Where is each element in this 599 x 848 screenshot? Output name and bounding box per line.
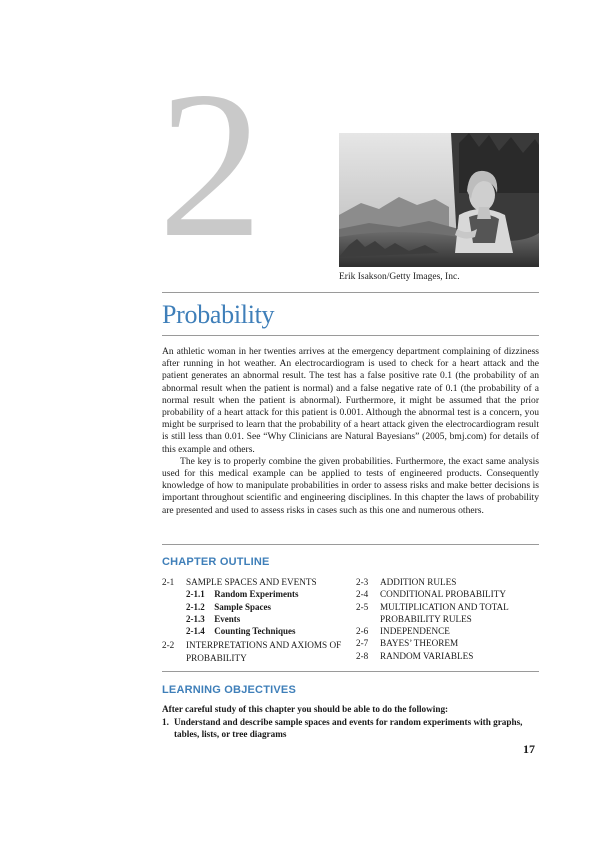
outline-entry-number: 2-2 [162, 640, 175, 651]
outline-entry-label: ADDITION RULES [380, 577, 457, 587]
outline-subentry-label: Random Experiments [214, 589, 299, 600]
objectives-intro: After careful study of this chapter you should be able to do the following: [162, 704, 449, 714]
outline-entry [356, 601, 539, 626]
title-bottom-rule [162, 335, 539, 336]
outline-entry-label: CONDITIONAL PROBABILITY [380, 589, 506, 600]
outline-subentry-number: 2-1.2 [186, 601, 205, 612]
outline-entry-number: 2-4 [356, 589, 369, 600]
woman-outdoors-photo [339, 133, 539, 267]
outline-entry-number: 2-3 [356, 577, 369, 587]
chapter-outline-heading: CHAPTER OUTLINE [162, 556, 270, 568]
photo-illustration [339, 133, 539, 267]
outline-subentry [162, 625, 352, 637]
learning-objectives-heading: LEARNING OBJECTIVES [162, 684, 296, 696]
outline-subentry-number: 2-1.3 [186, 613, 205, 624]
outline-entry-label: SAMPLE SPACES AND EVENTS [186, 577, 317, 587]
outline-entry [356, 625, 539, 637]
outline-entry-label: MULTIPLICATION AND TOTAL PROBABILITY RULES [380, 601, 509, 624]
outline-entry [162, 576, 352, 588]
outline-entry [162, 639, 352, 664]
outline-entry-number: 2-7 [356, 638, 369, 649]
chapter-title: Probability [162, 300, 275, 329]
objective-item [162, 716, 539, 740]
outline-subentry-label: Events [214, 613, 241, 624]
outline-right-column [356, 576, 539, 662]
outline-entry-number: 2-8 [356, 650, 369, 661]
intro-text [162, 346, 539, 517]
outline-subentry-number: 2-1.4 [186, 626, 205, 637]
outline-entry [356, 650, 539, 662]
outline-entry-number: 2-5 [356, 601, 369, 612]
outline-subentry [162, 601, 352, 613]
objective-number: 1. [162, 717, 169, 727]
objective-text: Understand and describe sample spaces and events for random experiments with graphs, tables, lists, or tree diagrams [174, 717, 523, 740]
outline-entry-label: BAYES’ THEOREM [380, 638, 459, 649]
title-top-rule [162, 292, 539, 293]
page-number: 17 [523, 742, 535, 756]
outline-entry-number: 2-1 [162, 577, 175, 587]
outline-left-column [162, 576, 352, 664]
outline-subentry-label: Sample Spaces [214, 601, 272, 612]
intro-paragraph-1: An athletic woman in her twenties arrives at the emergency department complaining of dizziness after running in hot weather. An electrocardiogram is used to check for a heart attack and the patient generates an abnormal result. The test has a false positive rate 0.1 (the probability of an abnormal result when the patient is normal) and a false negative rate of 0.1 (the probability of a normal result when the patient is abnormal). Furthermore, it might be assumed that the prior probability of a heart attack for this patient is 0.001. Although the abnormal test is a concern, you might be surprised to learn that the probability of a heart attack given the electrocardiogram result is still less than 0.01. See “Why Clinicians are Natural Bayesians” (2005, bmj.com) for details of this example and others. [162, 346, 539, 455]
outline-entry [356, 637, 539, 649]
outline-subentry [162, 613, 352, 625]
outline-subentry [162, 588, 352, 600]
outline-entry-label: INDEPENDENCE [380, 626, 450, 637]
chapter-number: 2 [158, 49, 259, 281]
outline-subentry-label: Counting Techniques [214, 626, 296, 637]
objectives-top-rule [162, 671, 539, 672]
photo-credit: Erik Isakson/Getty Images, Inc. [339, 272, 460, 282]
outline-entry [356, 576, 539, 588]
outline-top-rule [162, 544, 539, 545]
outline-entry-number: 2-6 [356, 626, 369, 637]
outline-entry-label: RANDOM VARIABLES [380, 650, 474, 661]
outline-entry [356, 588, 539, 600]
outline-subentry-number: 2-1.1 [186, 589, 205, 600]
outline-entry-label: INTERPRETATIONS AND AXIOMS OF PROBABILITY [186, 640, 342, 663]
intro-paragraph-2: The key is to properly combine the given probabilities. Furthermore, the exact same analysis used for this medical example can be applied to tests of engineered products. Consequently knowledge of how to manipulate probabilities in order to assess risks and make better decisions is important throughout scientific and engineering disciplines. In this chapter the laws of probability are presented and used to assess risks in cases such as this one and numerous others. [162, 455, 539, 516]
